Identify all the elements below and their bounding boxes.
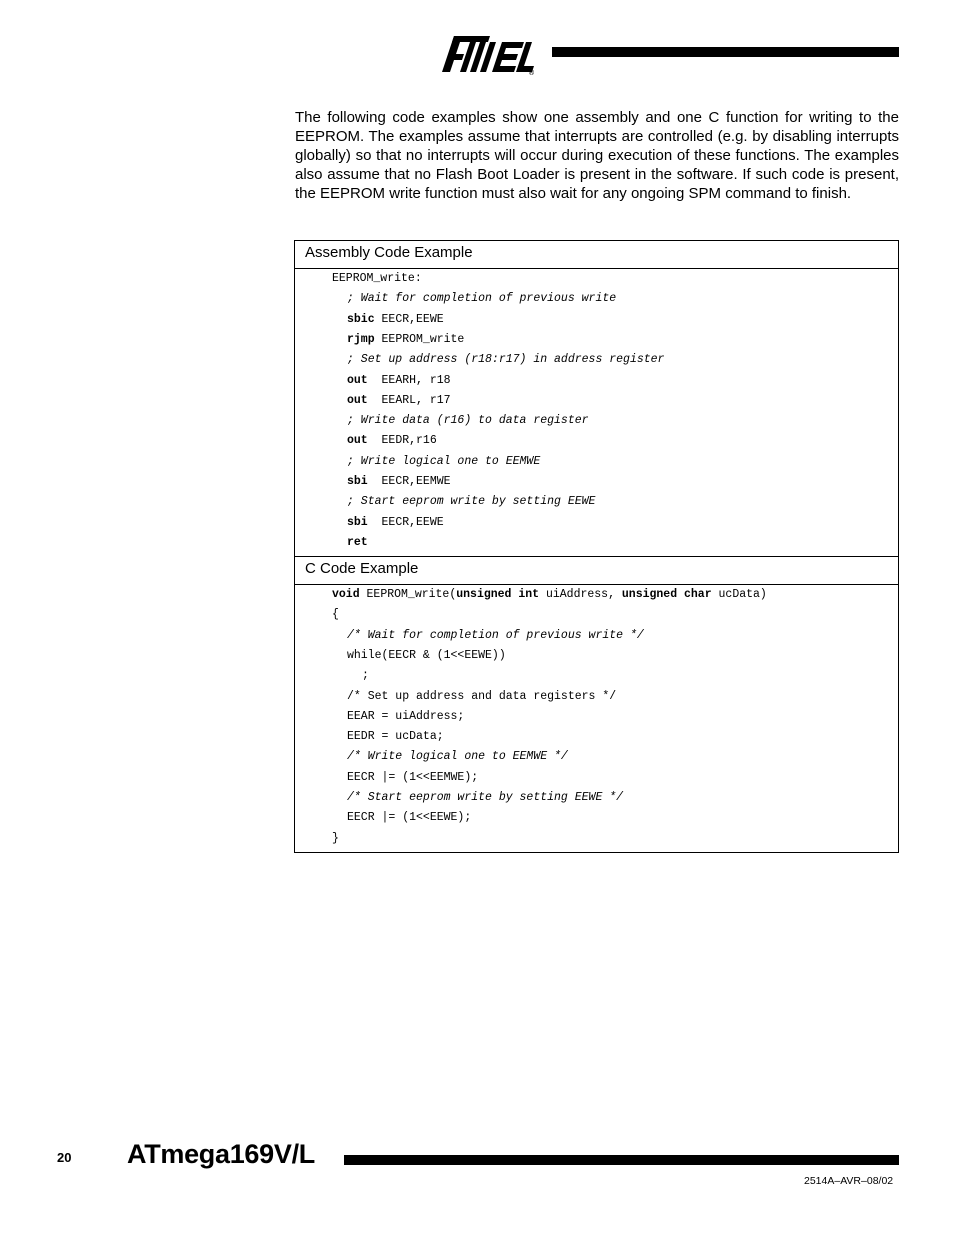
code-example-box <box>294 240 899 853</box>
code-text: EEARH, r18 <box>367 373 451 387</box>
code-line <box>347 350 664 370</box>
code-keyword: ret <box>347 535 368 549</box>
intro-paragraph: The following code examples show one assembly and one C function for writing to the EEPROM. The examples assume that interrupts are controlled (e.g. by disabling interrupts globally) so that no interrupts will occur during execution of these functions. The examples also assume that no Flash Boot Loader is present in the software. If such code is present, the EEPROM write function must also wait for any ongoing SPM command to finish. <box>295 109 899 202</box>
code-text: EEPROM_write( <box>359 588 457 601</box>
code-comment: /* Start eeprom write by setting EEWE */ <box>347 791 624 804</box>
code-comment: ; Write logical one to EEMWE <box>347 454 541 468</box>
code-line <box>347 472 451 492</box>
assembly-title: Assembly Code Example <box>305 244 473 261</box>
code-line <box>332 269 422 289</box>
code-keyword: unsigned char <box>621 588 712 601</box>
code-line <box>347 330 464 350</box>
code-text: EEPROM_write <box>374 332 465 346</box>
code-line <box>347 687 616 707</box>
code-keyword: sbic <box>347 312 375 326</box>
code-comment: ; Wait for completion of previous write <box>347 292 617 306</box>
code-keyword: void <box>332 588 360 601</box>
c-title: C Code Example <box>305 560 419 577</box>
code-line <box>347 707 464 727</box>
code-text: { <box>332 608 339 622</box>
code-line <box>347 452 540 472</box>
code-keyword: out <box>347 373 368 387</box>
page-number: 20 <box>57 1150 72 1165</box>
code-comment: ; Set up address (r18:r17) in address register <box>347 353 665 367</box>
code-text: ; <box>362 669 369 683</box>
code-line <box>362 666 369 686</box>
code-text: while(EECR & (1<<EEWE)) <box>347 648 506 662</box>
code-text: EEAR = uiAddress; <box>347 709 465 723</box>
code-keyword: rjmp <box>347 332 375 346</box>
code-line <box>332 585 767 605</box>
code-text: /* Set up address and data registers */ <box>347 689 617 703</box>
c-header <box>295 556 898 585</box>
code-line <box>347 808 471 828</box>
code-text: EEPROM_write: <box>332 272 422 285</box>
code-line <box>347 533 368 553</box>
code-comment: /* Wait for completion of previous write */ <box>347 628 644 642</box>
document-title: ATmega169V/L <box>127 1139 315 1169</box>
code-line <box>347 391 451 411</box>
code-line <box>347 626 644 646</box>
code-text: uiAddress, <box>539 588 622 601</box>
code-line <box>347 492 595 512</box>
code-line <box>347 646 506 666</box>
code-line <box>347 289 616 309</box>
code-line <box>347 747 568 767</box>
code-line <box>347 727 444 747</box>
registered-mark: ® <box>528 69 535 76</box>
code-line <box>332 605 339 625</box>
code-text: } <box>332 831 339 845</box>
code-line <box>347 411 589 431</box>
code-comment: ; Write data (r16) to data register <box>347 414 589 428</box>
code-line <box>347 768 478 788</box>
code-comment: /* Write logical one to EEMWE */ <box>347 750 568 764</box>
code-line <box>347 310 444 330</box>
code-text: ucData) <box>711 588 767 601</box>
code-line <box>347 788 623 808</box>
assembly-header <box>295 241 898 269</box>
code-line <box>347 513 444 533</box>
code-keyword: out <box>347 393 368 407</box>
code-text: EECR,EEMWE <box>367 475 451 488</box>
atmel-logo <box>440 30 538 76</box>
code-comment: ; Start eeprom write by setting EEWE <box>347 495 596 509</box>
code-text: EEARL, r17 <box>367 393 451 407</box>
code-text: EEDR = ucData; <box>347 730 444 744</box>
document-code: 2514A–AVR–08/02 <box>804 1175 894 1187</box>
code-keyword: out <box>347 434 368 448</box>
code-line <box>347 371 451 391</box>
footer-rule <box>344 1155 899 1165</box>
code-line <box>332 829 339 849</box>
code-text: EEDR,r16 <box>367 434 437 448</box>
code-text: EECR,EEWE <box>367 515 444 529</box>
code-text: EECR |= (1<<EEMWE); <box>347 770 479 784</box>
header-rule <box>552 47 899 57</box>
code-text: EECR |= (1<<EEWE); <box>347 811 472 825</box>
code-keyword: sbi <box>347 515 368 529</box>
code-text: EECR,EEWE <box>374 312 444 326</box>
code-line <box>347 431 437 451</box>
code-keyword: sbi <box>347 475 368 488</box>
code-keyword: unsigned int <box>456 588 540 601</box>
